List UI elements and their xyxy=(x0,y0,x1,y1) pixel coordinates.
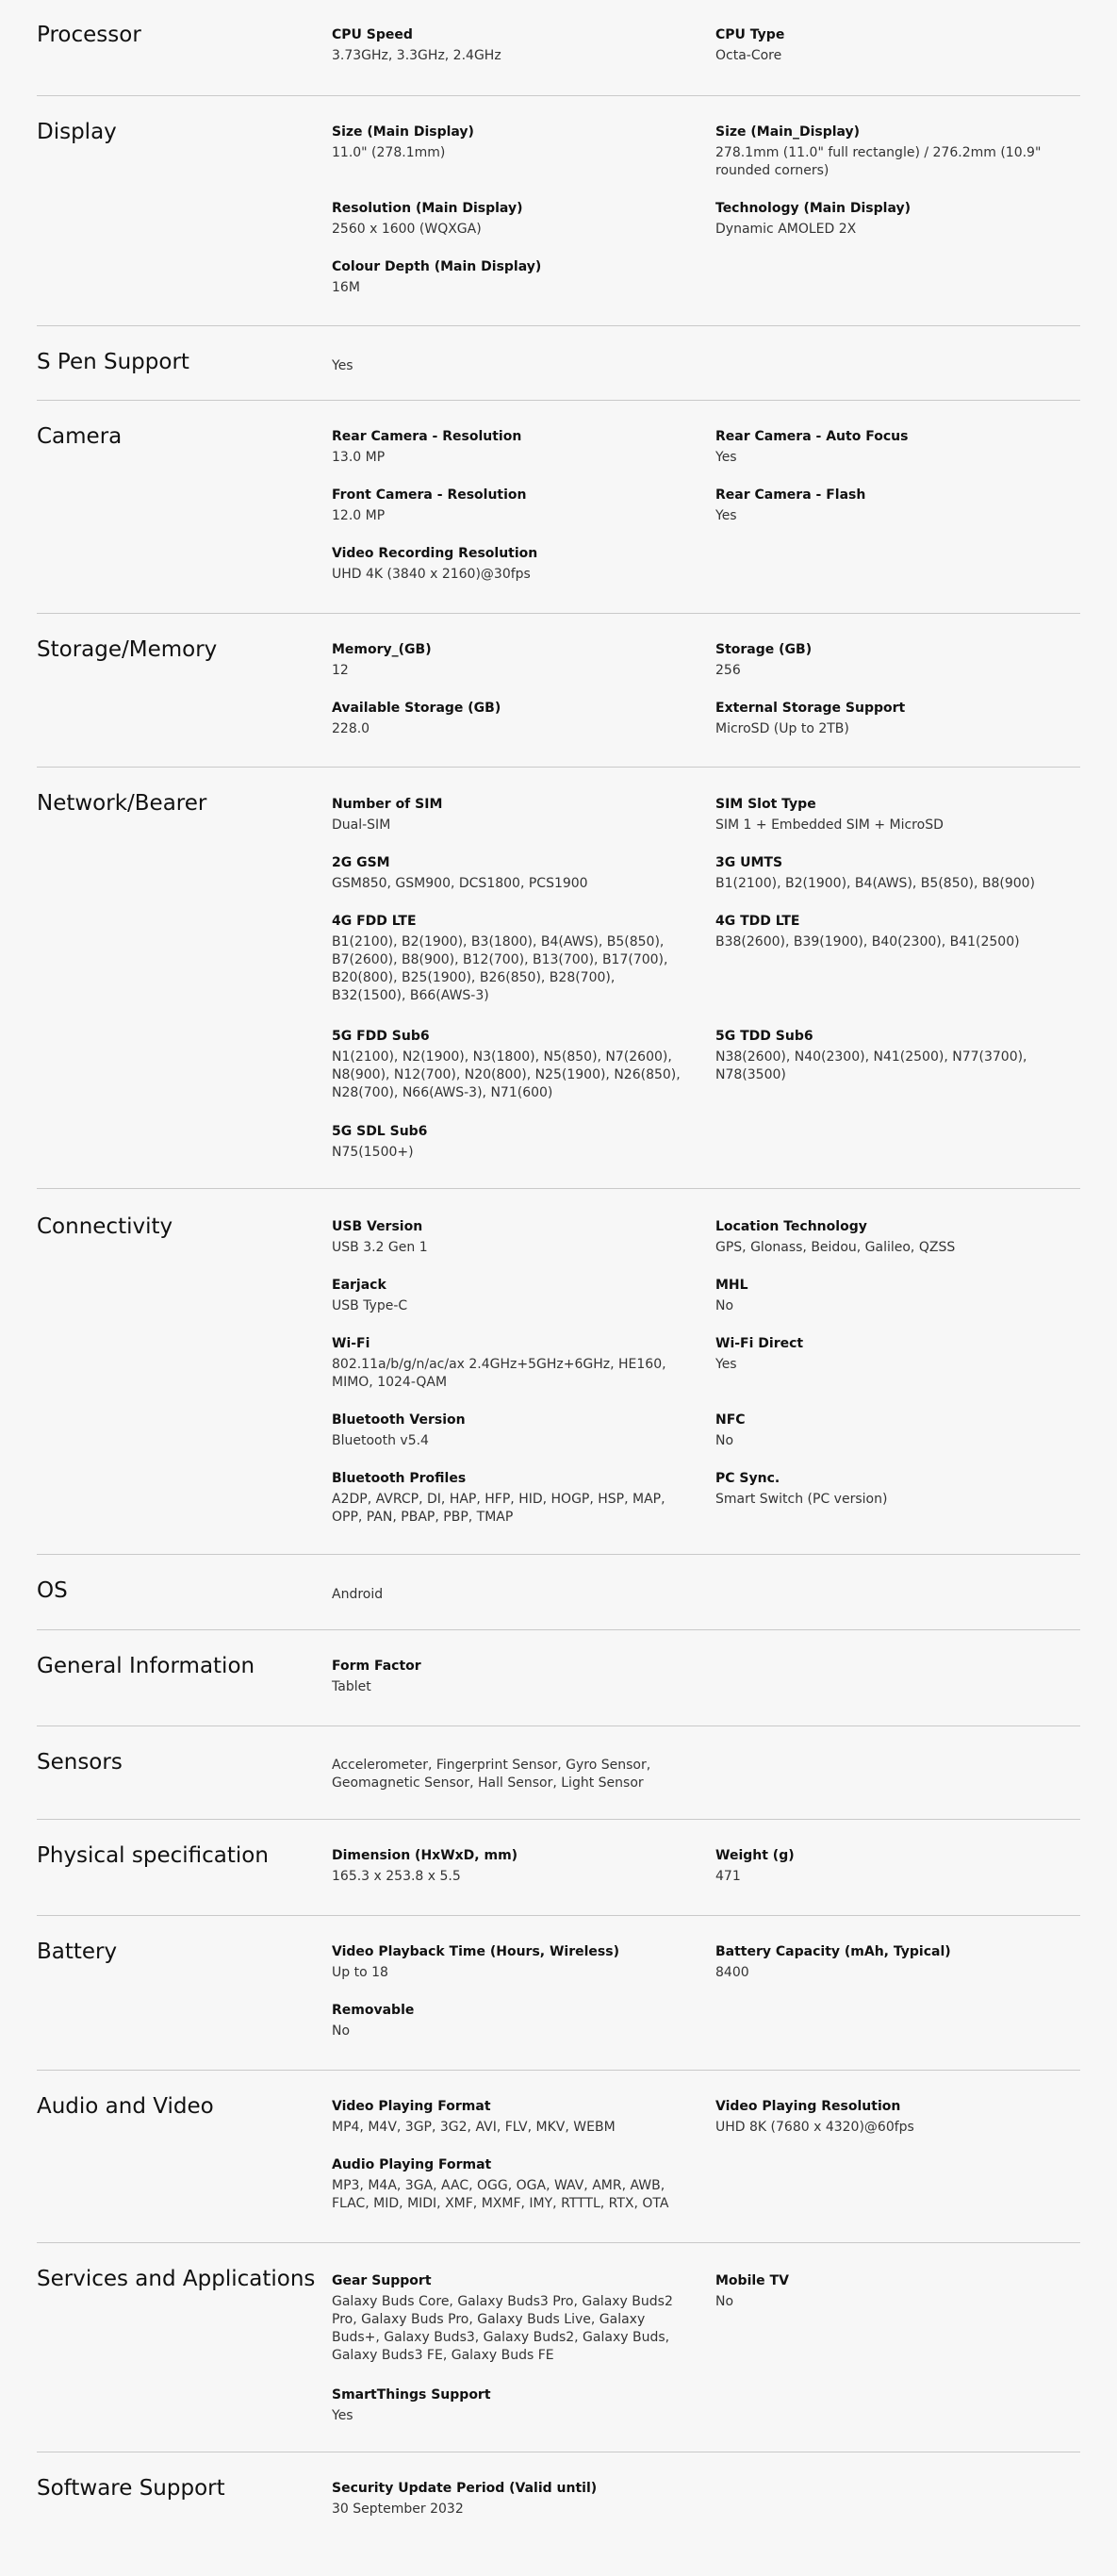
section-general-information xyxy=(37,1629,1080,1726)
spec-mhl xyxy=(715,1277,1064,1315)
spec-label: Storage (GB) xyxy=(715,642,813,657)
spec-label: Rear Camera - Auto Focus xyxy=(715,429,909,444)
spec-location-technology xyxy=(715,1218,1064,1257)
spec-value: Tablet xyxy=(332,1679,371,1694)
spec-label: Earjack xyxy=(332,1278,386,1293)
spec-label: Available Storage (GB) xyxy=(332,701,501,716)
section-title: Sensors xyxy=(37,1750,123,1775)
section-storage-memory xyxy=(37,613,1080,768)
spec-label: CPU Speed xyxy=(332,27,413,42)
spec-value: Accelerometer, Fingerprint Sensor, Gyro Sensor, Geomagnetic Sensor, Hall Sensor, Light Sensor xyxy=(332,1758,651,1791)
spec-label: PC Sync. xyxy=(715,1471,780,1486)
section-software-support xyxy=(37,2452,1080,2576)
spec-value: No xyxy=(715,1298,734,1313)
spec-label: USB Version xyxy=(332,1219,423,1234)
section-title: Software Support xyxy=(37,2476,225,2501)
spec-technology-main-display xyxy=(715,200,1064,239)
spec-value: UHD 8K (7680 x 4320)@60fps xyxy=(715,2120,914,2135)
spec-label: Video Recording Resolution xyxy=(332,546,538,561)
spec-value: 228.0 xyxy=(332,721,370,736)
spec-label: Video Playing Resolution xyxy=(715,2099,901,2114)
section-title: Services and Applications xyxy=(37,2267,316,2291)
spec-os xyxy=(332,1583,681,1604)
spec-label: Front Camera - Resolution xyxy=(332,487,527,503)
section-os xyxy=(37,1554,1080,1630)
spec-value: 8400 xyxy=(715,1965,749,1980)
section-title: Network/Bearer xyxy=(37,791,207,816)
spec-5g-fdd-sub6 xyxy=(332,1028,681,1102)
spec-label: Weight (g) xyxy=(715,1848,795,1863)
section-physical-specification xyxy=(37,1819,1080,1916)
section-title: Display xyxy=(37,120,117,144)
spec-label: Rear Camera - Resolution xyxy=(332,429,522,444)
section-sensors xyxy=(37,1726,1080,1820)
spec-mobile-tv xyxy=(715,2272,1064,2311)
spec-video-playing-format xyxy=(332,2098,681,2137)
spec-bluetooth-profiles xyxy=(332,1470,681,1527)
spec-label: Bluetooth Version xyxy=(332,1412,466,1428)
spec-label: 3G UMTS xyxy=(715,855,783,870)
spec-wifi-direct xyxy=(715,1335,1064,1374)
spec-label: Battery Capacity (mAh, Typical) xyxy=(715,1944,951,1959)
spec-label: 2G GSM xyxy=(332,855,390,870)
spec-label: Memory_(GB) xyxy=(332,642,432,657)
spec-value: 12 xyxy=(332,663,349,678)
spec-value: Yes xyxy=(332,2408,353,2423)
spec-value: A2DP, AVRCP, DI, HAP, HFP, HID, HOGP, HSP, MAP, OPP, PAN, PBAP, PBP, TMAP xyxy=(332,1492,665,1525)
section-title: Audio and Video xyxy=(37,2094,214,2119)
section-title: Storage/Memory xyxy=(37,637,218,662)
spec-value: 256 xyxy=(715,663,741,678)
spec-value: MP4, M4V, 3GP, 3G2, AVI, FLV, MKV, WEBM xyxy=(332,2120,616,2135)
spec-5g-tdd-sub6 xyxy=(715,1028,1064,1084)
spec-label: Video Playback Time (Hours, Wireless) xyxy=(332,1944,619,1959)
spec-colour-depth xyxy=(332,258,681,297)
spec-pc-sync xyxy=(715,1470,1064,1509)
spec-value: Yes xyxy=(715,1357,737,1372)
spec-cpu-speed xyxy=(332,26,681,65)
spec-front-camera-resolution xyxy=(332,487,681,525)
spec-dimension xyxy=(332,1847,681,1886)
spec-value: B1(2100), B2(1900), B4(AWS), B5(850), B8(900) xyxy=(715,876,1036,891)
spec-value: N38(2600), N40(2300), N41(2500), N77(3700), N78(3500) xyxy=(715,1049,1027,1082)
spec-value: Yes xyxy=(715,450,737,465)
spec-4g-fdd-lte xyxy=(332,913,681,1005)
spec-resolution-main-display xyxy=(332,200,681,239)
spec-external-storage xyxy=(715,700,1064,738)
spec-value: No xyxy=(715,2294,734,2309)
spec-value: Galaxy Buds Core, Galaxy Buds3 Pro, Galaxy Buds2 Pro, Galaxy Buds Pro, Galaxy Buds Live, Galaxy Buds+, Galaxy Buds3, Galaxy Buds2, Galaxy Buds, Galaxy Buds3 FE, Galaxy Buds FE xyxy=(332,2294,673,2363)
spec-storage xyxy=(715,641,1064,680)
section-display xyxy=(37,95,1080,326)
spec-label: 5G TDD Sub6 xyxy=(715,1029,813,1044)
section-title: General Information xyxy=(37,1654,255,1678)
spec-value: SIM 1 + Embedded SIM + MicroSD xyxy=(715,817,944,833)
spec-value: Octa-Core xyxy=(715,48,782,63)
spec-rear-camera-autofocus xyxy=(715,428,1064,467)
spec-label: Size (Main_Display) xyxy=(715,124,861,140)
spec-size-main-display xyxy=(332,124,681,162)
spec-value: MicroSD (Up to 2TB) xyxy=(715,721,849,736)
spec-value: GSM850, GSM900, DCS1800, PCS1900 xyxy=(332,876,588,891)
spec-label: 5G SDL Sub6 xyxy=(332,1124,428,1139)
spec-value: 12.0 MP xyxy=(332,508,386,523)
spec-value: 2560 x 1600 (WQXGA) xyxy=(332,222,482,237)
spec-bluetooth-version xyxy=(332,1412,681,1450)
spec-label: Technology (Main Display) xyxy=(715,201,912,216)
spec-value: USB Type-C xyxy=(332,1298,408,1313)
spec-value: 13.0 MP xyxy=(332,450,386,465)
spec-smartthings-support xyxy=(332,2386,681,2425)
spec-rear-camera-resolution xyxy=(332,428,681,467)
spec-video-recording-resolution xyxy=(332,545,681,584)
spec-label: Form Factor xyxy=(332,1659,421,1674)
section-title: OS xyxy=(37,1578,68,1603)
spec-label: Size (Main Display) xyxy=(332,124,474,140)
spec-size-main-display-detail xyxy=(715,124,1064,180)
spec-value: No xyxy=(332,2023,351,2039)
spec-value: B1(2100), B2(1900), B3(1800), B4(AWS), B5(850), B7(2600), B8(900), B12(700), B13(700), B17(700), B20(800), B25(1900), B26(850), B28(700), B32(1500), B66(AWS-3) xyxy=(332,934,668,1003)
spec-value: N75(1500+) xyxy=(332,1145,414,1160)
spec-battery-capacity xyxy=(715,1943,1064,1982)
spec-label: Mobile TV xyxy=(715,2273,789,2288)
section-battery xyxy=(37,1915,1080,2071)
spec-value: Bluetooth v5.4 xyxy=(332,1433,429,1448)
spec-label: Colour Depth (Main Display) xyxy=(332,259,542,274)
section-network-bearer xyxy=(37,767,1080,1189)
section-audio-and-video xyxy=(37,2070,1080,2243)
section-title: Battery xyxy=(37,1940,118,1964)
spec-sim-slot-type xyxy=(715,796,1064,834)
section-spen-support xyxy=(37,325,1080,401)
spec-value: N1(2100), N2(1900), N3(1800), N5(850), N7(2600), N8(900), N12(700), N20(800), N25(1900), N26(850), N28(700), N66(AWS-3), N71(600) xyxy=(332,1049,681,1100)
spec-nfc xyxy=(715,1412,1064,1450)
spec-sensors xyxy=(332,1754,681,1792)
spec-security-update-period xyxy=(332,2480,681,2518)
spec-video-playback-time xyxy=(332,1943,681,1982)
spec-memory xyxy=(332,641,681,680)
spec-value: 278.1mm (11.0" full rectangle) / 276.2mm (10.9" rounded corners) xyxy=(715,145,1042,178)
spec-available-storage xyxy=(332,700,681,738)
spec-value: 16M xyxy=(332,280,360,295)
section-processor xyxy=(37,0,1080,95)
spec-value: Smart Switch (PC version) xyxy=(715,1492,888,1507)
section-camera xyxy=(37,400,1080,614)
spec-label: Rear Camera - Flash xyxy=(715,487,866,503)
spec-label: Gear Support xyxy=(332,2273,432,2288)
spec-usb-version xyxy=(332,1218,681,1257)
spec-earjack xyxy=(332,1277,681,1315)
spec-value: Yes xyxy=(332,358,353,373)
section-connectivity xyxy=(37,1188,1080,1555)
spec-label: Audio Playing Format xyxy=(332,2157,492,2172)
section-title: Physical specification xyxy=(37,1843,269,1868)
spec-value: Yes xyxy=(715,508,737,523)
spec-label: MHL xyxy=(715,1278,748,1293)
spec-cpu-type xyxy=(715,26,1064,65)
spec-value: 3.73GHz, 3.3GHz, 2.4GHz xyxy=(332,48,501,63)
spec-label: 4G TDD LTE xyxy=(715,914,800,929)
spec-value: UHD 4K (3840 x 2160)@30fps xyxy=(332,567,531,582)
spec-rear-camera-flash xyxy=(715,487,1064,525)
section-title: Processor xyxy=(37,23,141,47)
spec-label: Security Update Period (Valid until) xyxy=(332,2481,598,2496)
spec-number-of-sim xyxy=(332,796,681,834)
spec-value: 802.11a/b/g/n/ac/ax 2.4GHz+5GHz+6GHz, HE160, MIMO, 1024-QAM xyxy=(332,1357,666,1390)
spec-value: 165.3 x 253.8 x 5.5 xyxy=(332,1869,461,1884)
spec-4g-tdd-lte xyxy=(715,913,1064,951)
spec-label: 5G FDD Sub6 xyxy=(332,1029,430,1044)
spec-label: Dimension (HxWxD, mm) xyxy=(332,1848,518,1863)
spec-label: Number of SIM xyxy=(332,797,443,812)
spec-label: Bluetooth Profiles xyxy=(332,1471,467,1486)
spec-weight xyxy=(715,1847,1064,1886)
section-title: S Pen Support xyxy=(37,350,189,374)
section-title: Connectivity xyxy=(37,1214,173,1239)
spec-value: No xyxy=(715,1433,734,1448)
spec-label: Wi-Fi xyxy=(332,1336,370,1351)
spec-value: B38(2600), B39(1900), B40(2300), B41(2500) xyxy=(715,934,1020,949)
spec-spen xyxy=(332,355,681,375)
spec-label: SmartThings Support xyxy=(332,2387,491,2403)
spec-value: Up to 18 xyxy=(332,1965,388,1980)
spec-2g-gsm xyxy=(332,854,681,893)
spec-label: Wi-Fi Direct xyxy=(715,1336,804,1351)
spec-label: 4G FDD LTE xyxy=(332,914,417,929)
spec-gear-support xyxy=(332,2272,681,2365)
spec-value: Android xyxy=(332,1587,384,1602)
spec-label: Location Technology xyxy=(715,1219,867,1234)
spec-video-playing-resolution xyxy=(715,2098,1064,2137)
spec-value: Dual-SIM xyxy=(332,817,391,833)
spec-value: GPS, Glonass, Beidou, Galileo, QZSS xyxy=(715,1240,956,1255)
spec-value: 471 xyxy=(715,1869,741,1884)
spec-label: NFC xyxy=(715,1412,746,1428)
spec-value: 30 September 2032 xyxy=(332,2502,464,2517)
spec-label: Video Playing Format xyxy=(332,2099,491,2114)
spec-form-factor xyxy=(332,1658,681,1696)
spec-label: SIM Slot Type xyxy=(715,797,816,812)
spec-audio-playing-format xyxy=(332,2156,681,2213)
spec-value: USB 3.2 Gen 1 xyxy=(332,1240,428,1255)
spec-value: 11.0" (278.1mm) xyxy=(332,145,446,160)
spec-label: Removable xyxy=(332,2003,415,2018)
section-services-and-applications xyxy=(37,2242,1080,2452)
spec-label: External Storage Support xyxy=(715,701,906,716)
spec-label: Resolution (Main Display) xyxy=(332,201,523,216)
spec-value: Dynamic AMOLED 2X xyxy=(715,222,857,237)
section-title: Camera xyxy=(37,424,123,449)
spec-value: MP3, M4A, 3GA, AAC, OGG, OGA, WAV, AMR, AWB, FLAC, MID, MIDI, XMF, MXMF, IMY, RTTTL, RTX, OTA xyxy=(332,2178,669,2211)
spec-label: CPU Type xyxy=(715,27,785,42)
spec-removable xyxy=(332,2002,681,2040)
spec-wifi xyxy=(332,1335,681,1392)
spec-3g-umts xyxy=(715,854,1064,893)
spec-5g-sdl-sub6 xyxy=(332,1123,681,1162)
